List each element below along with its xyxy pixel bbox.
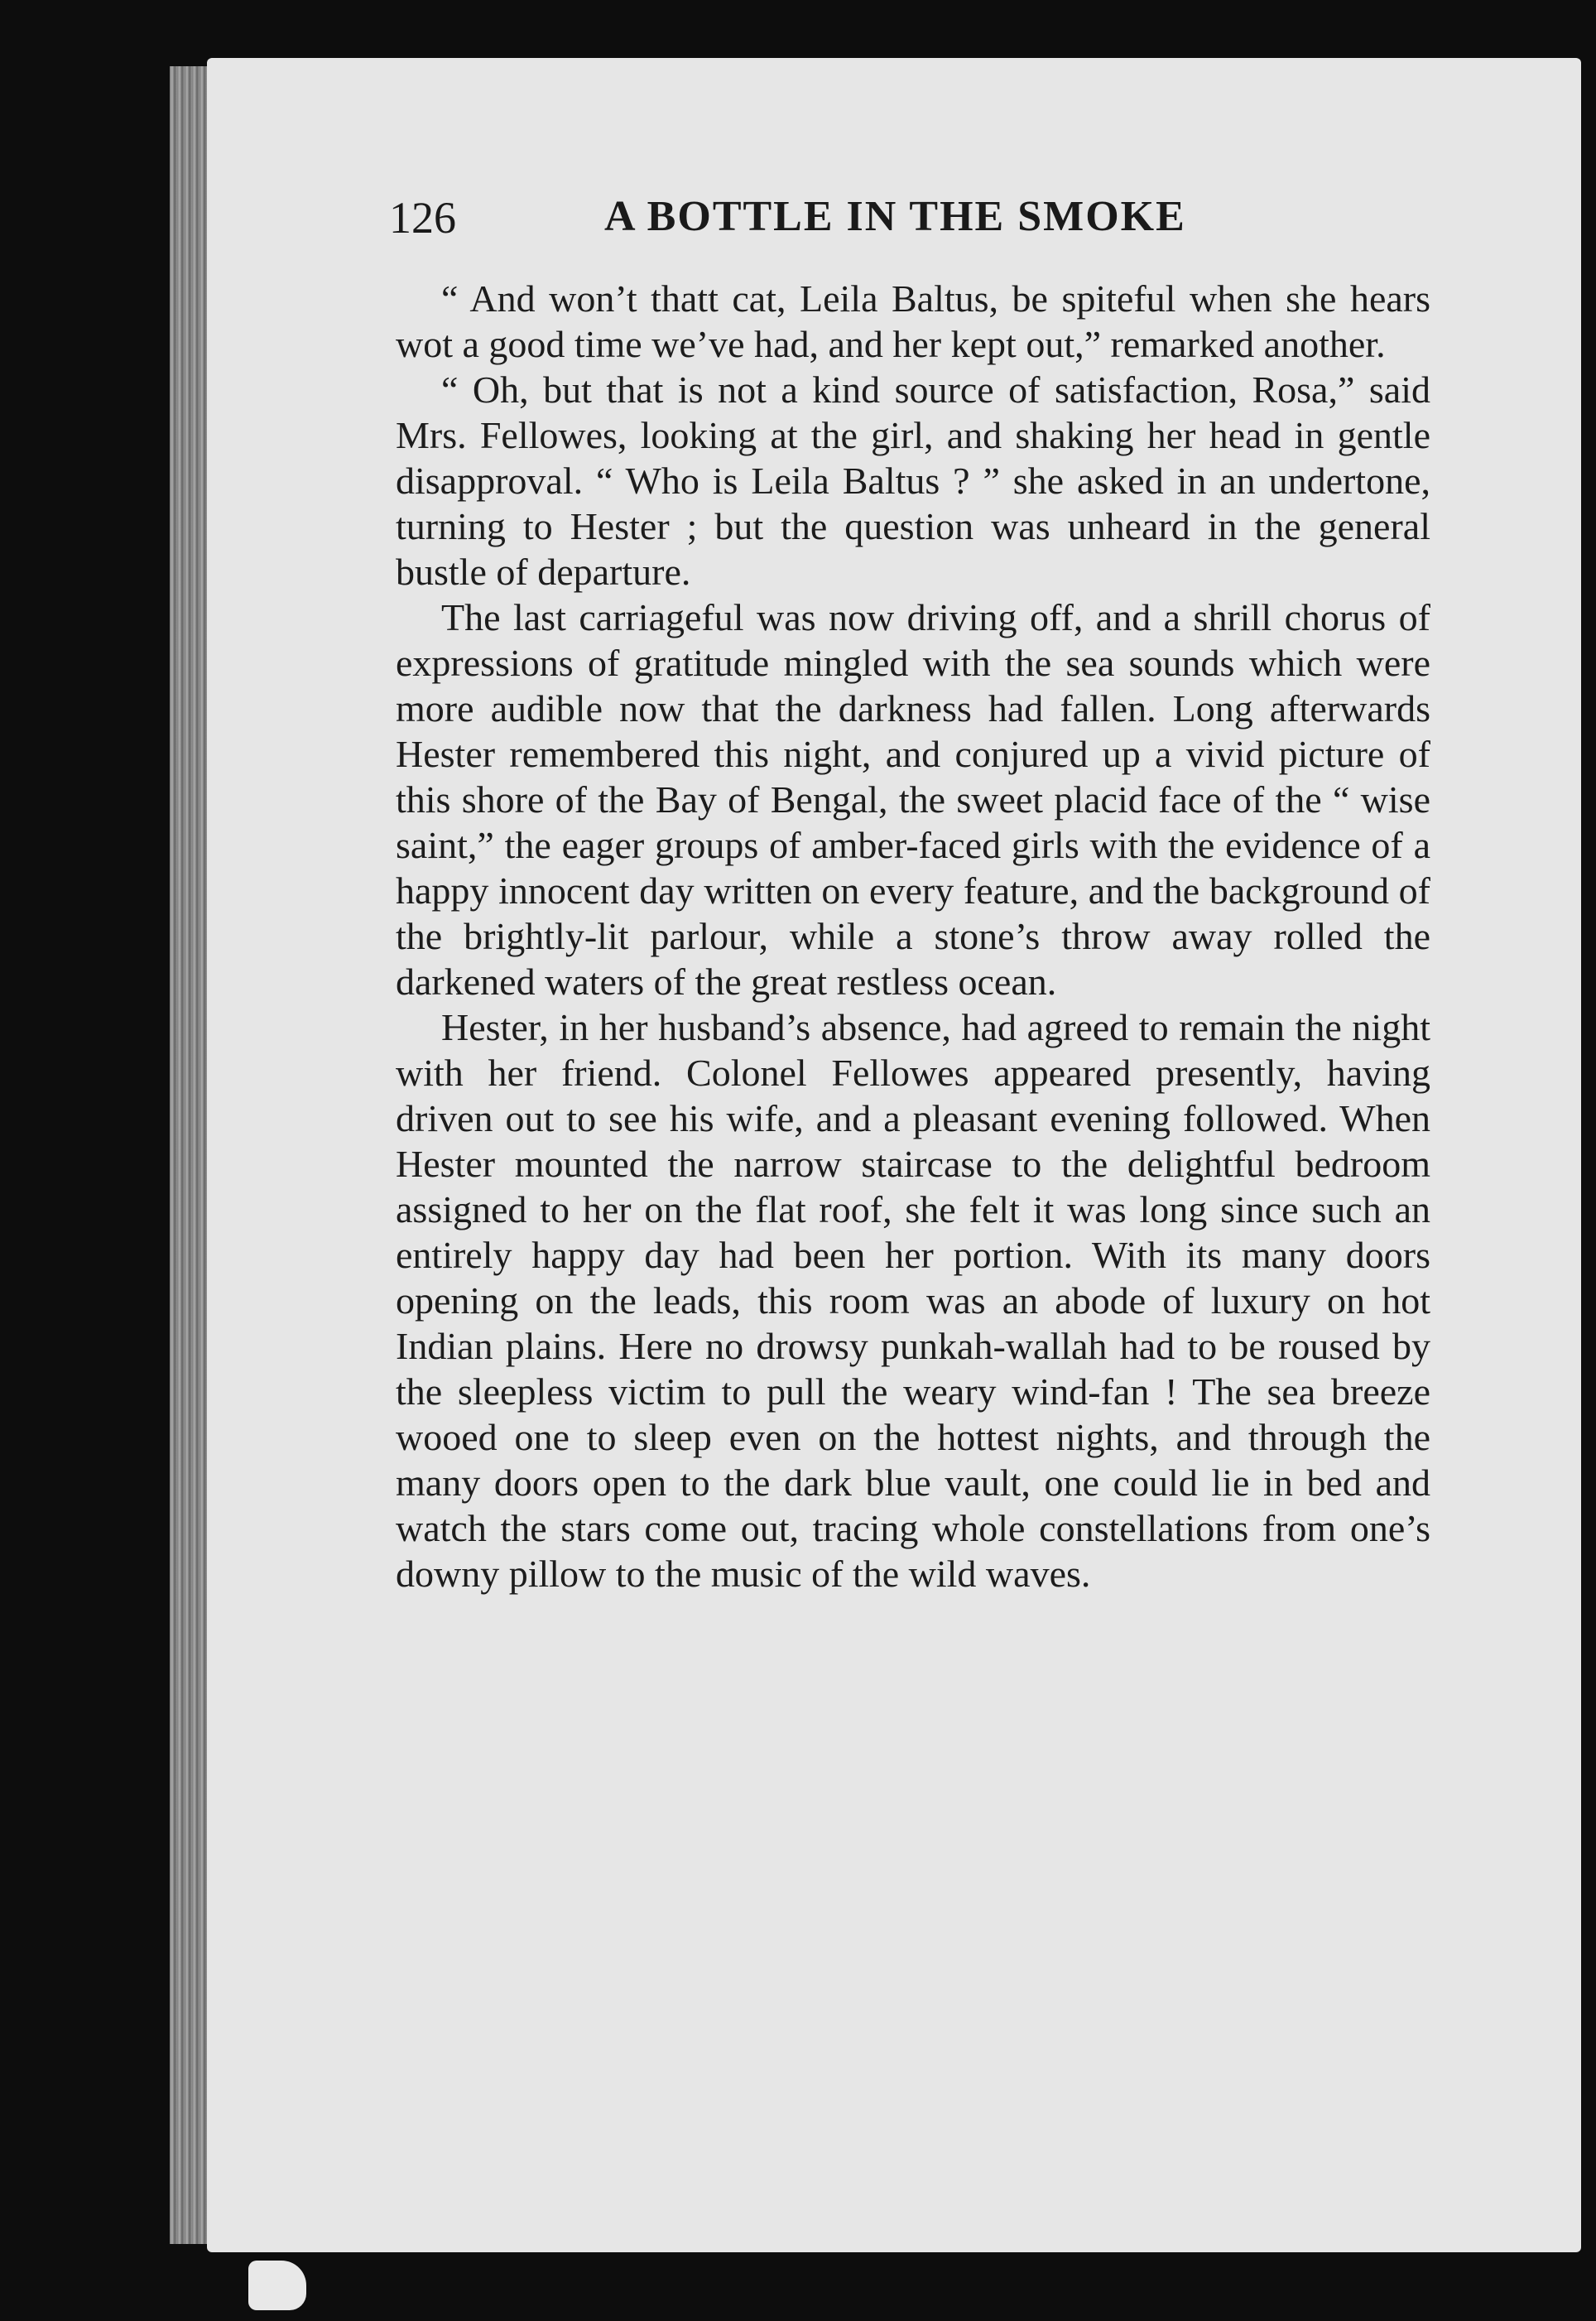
page-number: 126 bbox=[389, 193, 456, 243]
paragraph: “ And won’t thatt cat, Leila Baltus, be spiteful when she hears wot a good time we’ve had, and her kept out,” remarked another. bbox=[396, 277, 1430, 365]
paragraph: “ Oh, but that is not a kind source of satisfaction, Rosa,” said Mrs. Fellowes, looking at the girl, and shaking her head in gentle disapproval. “ Who is Leila Baltus ? ” she asked in an undertone, turning to Hester ; but the question was unheard in the general bustle of departure. bbox=[396, 368, 1430, 593]
scan-artifact bbox=[248, 2261, 306, 2310]
running-title: A BOTTLE IN THE SMOKE bbox=[604, 193, 1186, 240]
page-header bbox=[389, 192, 1242, 250]
book-page-edges bbox=[170, 66, 207, 2244]
paragraph: Hester, in her husband’s absence, had agreed to remain the night with her friend. Colonel Fellowes appeared presently, having driven out to see his wife, and a pleasant evening followed. When Hester mounted the narrow staircase to the delightful bedroom assigned to her on the flat roof, she felt it was long since such an entirely happy day had been her portion. With its many doors opening on the leads, this room was an abode of luxury on hot Indian plains. Here no drowsy punkah-wallah had to be roused by the sleepless victim to pull the weary wind-fan ! The sea breeze wooed one to sleep even on the hottest nights, and through the many doors open to the dark blue vault, one could lie in bed and watch the stars come out, tracing whole constellations from one’s downy pillow to the music of the wild waves. bbox=[396, 1006, 1430, 1595]
body-text bbox=[396, 276, 1430, 1596]
paragraph: The last carriageful was now driving off, and a shrill chorus of expressions of gratitude mingled with the sea sounds which were more audible now that the darkness had fallen. Long afterwards Hester remembered this night, and conjured up a vivid picture of this shore of the Bay of Bengal, the sweet placid face of the “ wise saint,” the eager groups of amber-faced girls with the evidence of a happy innocent day written on every feature, and the background of the brightly-lit parlour, while a stone’s throw away rolled the darkened waters of the great restless ocean. bbox=[396, 596, 1430, 1003]
